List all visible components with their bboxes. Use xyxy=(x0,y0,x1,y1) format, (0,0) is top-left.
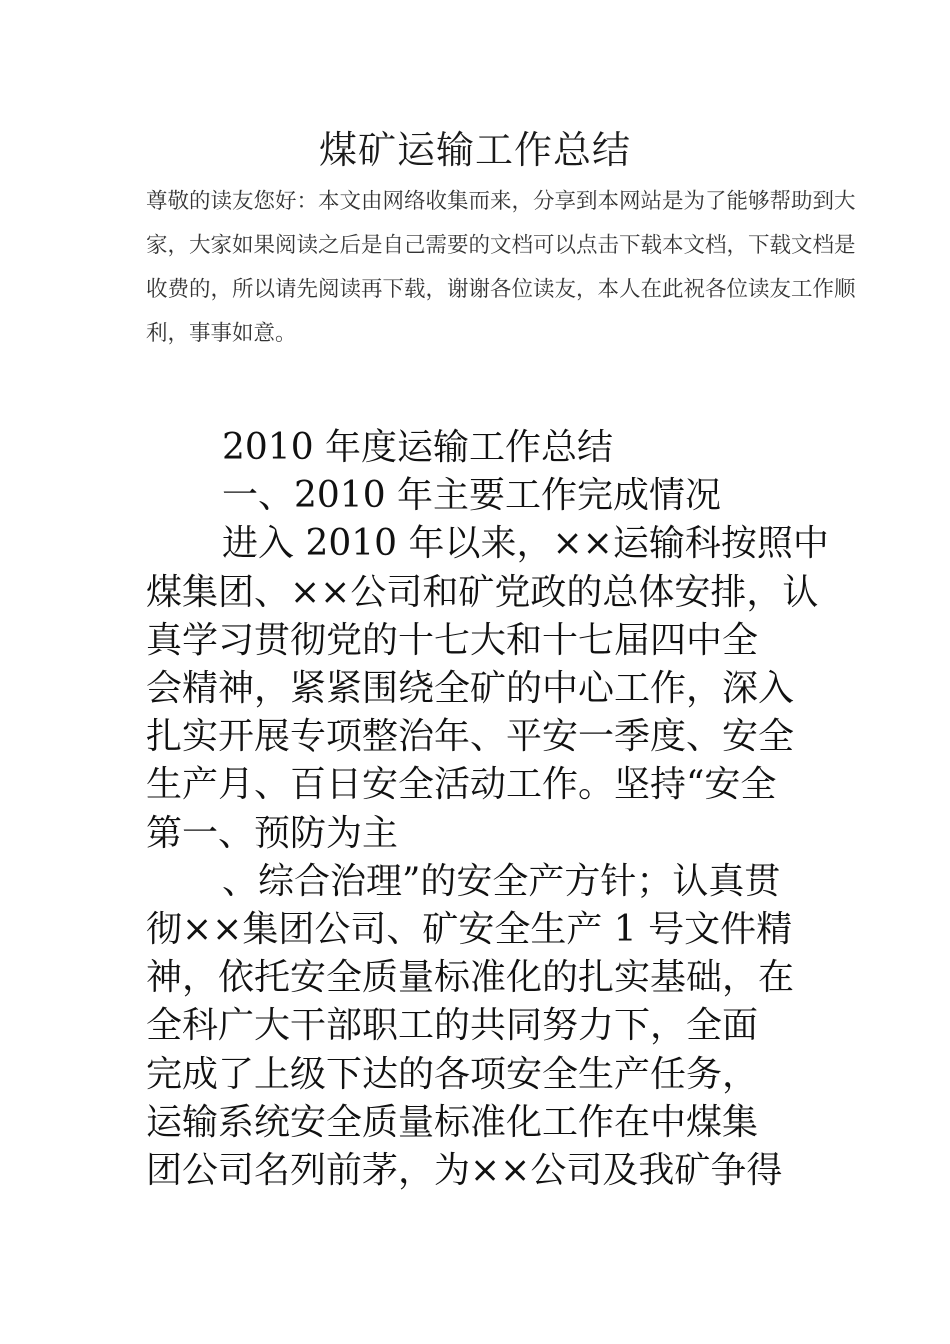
paragraph-line: 全科广大干部职工的共同努力下，全面 xyxy=(146,1005,759,1047)
paragraph-line: 进入 2010 年以来，××运输科按照中 xyxy=(222,523,829,565)
document-body xyxy=(146,424,829,1195)
paragraph-line: 运输系统安全质量标准化工作在中煤集 xyxy=(146,1101,759,1143)
download-notice xyxy=(146,180,856,356)
paragraph-line: 真学习贯彻党的十七大和十七届四中全 xyxy=(146,619,759,661)
paragraph-line: 生产月、百日安全活动工作。坚持“安全 xyxy=(146,764,777,806)
paragraph-line: 、综合治理”的安全产方针；认真贯 xyxy=(222,860,781,902)
paragraph-line: 团公司名列前茅，为××公司及我矿争得 xyxy=(146,1150,783,1192)
paragraph-line: 扎实开展专项整治年、平安一季度、安全 xyxy=(146,716,795,758)
paragraph-line: 煤集团、××公司和矿党政的总体安排，认 xyxy=(146,571,819,613)
paragraph-line: 第一、预防为主 xyxy=(146,812,399,854)
section-heading: 2010 年度运输工作总结 xyxy=(222,427,614,468)
notice-line: 利，事事如意。 xyxy=(146,321,297,346)
document-title: 煤矿运输工作总结 xyxy=(318,128,631,172)
notice-line: 收费的，所以请先阅读再下载，谢谢各位读友，本人在此祝各位读友工作顺 xyxy=(146,277,856,302)
notice-line: 尊敬的读友您好：本文由网络收集而来，分享到本网站是为了能够帮助到大 xyxy=(146,189,856,214)
paragraph-line: 会精神，紧紧围绕全矿的中心工作，深入 xyxy=(146,668,795,710)
paragraph-line: 彻××集团公司、矿安全生产 1 号文件精 xyxy=(146,909,793,951)
section-heading: 一、2010 年主要工作完成情况 xyxy=(222,475,722,517)
paragraph-line: 完成了上级下达的各项安全生产任务， xyxy=(146,1053,759,1095)
notice-line: 家，大家如果阅读之后是自己需要的文档可以点击下载本文档，下载文档是 xyxy=(146,233,856,258)
paragraph-line: 神，依托安全质量标准化的扎实基础，在 xyxy=(146,957,795,999)
